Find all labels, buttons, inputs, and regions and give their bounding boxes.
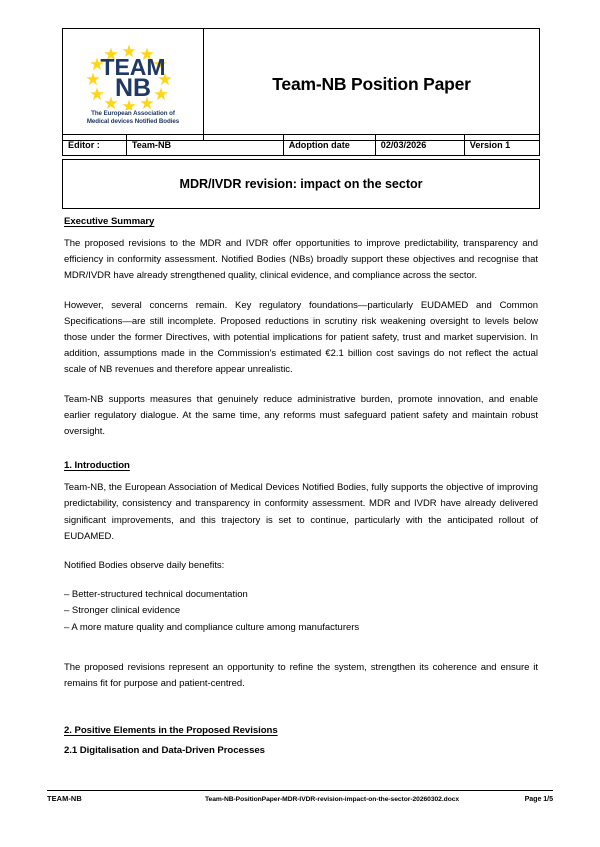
list-item: – Better-structured technical documentation	[64, 589, 248, 601]
logo-subtitle-line1: The European Association of	[91, 109, 175, 117]
paragraph-intro-1: Team-NB, the European Association of Medical Devices Notified Bodies, fully supports the objective of improving predictability, consistency and transparency in conformity assessment. MDR and IVDR have already delivered significant improvements, and this trajectory is set to continue, particularly with the anticipated rollout of EUDAMED.	[64, 482, 538, 542]
logo-brand-team: TEAM	[100, 53, 166, 80]
spacer	[64, 705, 538, 725]
adoption-date-value: 02/03/2026	[375, 135, 464, 156]
paragraph-intro-2: The proposed revisions represent an opportunity to refine the system, strengthen its coherence and ensure it remains fit for purpose and patient-centred.	[64, 661, 538, 690]
heading-section-2-1: 2.1 Digitalisation and Data-Driven Processes	[64, 745, 265, 757]
heading-section-2: 2. Positive Elements in the Proposed Revisions	[64, 725, 278, 737]
benefits-lead-in: Notified Bodies observe daily benefits:	[64, 560, 225, 572]
footer-page-number: Page 1/5	[524, 795, 553, 803]
page-footer	[47, 790, 553, 803]
metadata-row	[63, 135, 540, 156]
document-title-box	[62, 159, 540, 209]
spacer	[64, 649, 538, 660]
list-item: – A more mature quality and compliance culture among manufacturers	[64, 621, 360, 633]
paragraph-exec-3: Team-NB supports measures that genuinely reduce administrative burden, promote innovation, and enable earlier regulatory dialogue. At the same time, any reforms must safeguard patient safety and maintain robust oversight.	[64, 393, 538, 438]
header-table	[62, 28, 540, 141]
document-body	[64, 216, 538, 756]
editor-value: Team-NB	[126, 135, 283, 156]
metadata-table	[62, 134, 540, 156]
logo-subtitle	[73, 110, 193, 126]
paragraph-exec-1: The proposed revisions to the MDR and IVDR offer opportunities to improve predictability, transparency and efficiency in conformity assessment. Notified Bodies (NBs) broadly support these objectives and recognise that MDR/IVDR have already strengthened quality, clinical evidence, and compliance across the sector.	[64, 238, 538, 282]
header-row	[63, 29, 540, 141]
logo-cell	[63, 29, 204, 141]
team-nb-logo-mark	[77, 44, 189, 110]
eu-stars-logo-icon	[77, 44, 189, 110]
benefits-list	[64, 587, 538, 636]
logo-subtitle-line2: Medical devices Notified Bodies	[86, 118, 180, 125]
version-value: Version 1	[464, 135, 539, 156]
spacer	[64, 453, 538, 460]
heading-introduction: 1. Introduction	[64, 460, 130, 472]
team-nb-logo	[73, 44, 193, 126]
document-title: MDR/IVDR revision: impact on the sector	[63, 160, 540, 209]
paragraph-exec-2: However, several concerns remain. Key regulatory foundations—particularly EUDAMED and Common Specifications—are still incomplete. Proposed reductions in scrutiny risk weakening oversight to levels below those under the former Directives, with potential implications for patient safety, trust and market supervision. In addition, assumptions made in the Commission's estimated €2.1 billion cost savings do not reflect the actual scale of NB revenues and therefore appear unrealistic.	[64, 299, 538, 376]
document-title-row	[63, 160, 540, 209]
footer-filename: Team-NB-PositionPaper-MDR-IVDR-revision-impact-on-the-sector-20260302.docx	[205, 796, 460, 803]
adoption-date-label: Adoption date	[283, 135, 375, 156]
editor-label: Editor :	[63, 135, 127, 156]
logo-brand-nb: NB	[114, 73, 152, 102]
list-item: – Stronger clinical evidence	[64, 605, 181, 617]
heading-executive-summary: Executive Summary	[64, 216, 155, 227]
header-title: Team-NB Position Paper	[204, 29, 540, 141]
footer-organisation: TEAM-NB	[47, 794, 82, 803]
